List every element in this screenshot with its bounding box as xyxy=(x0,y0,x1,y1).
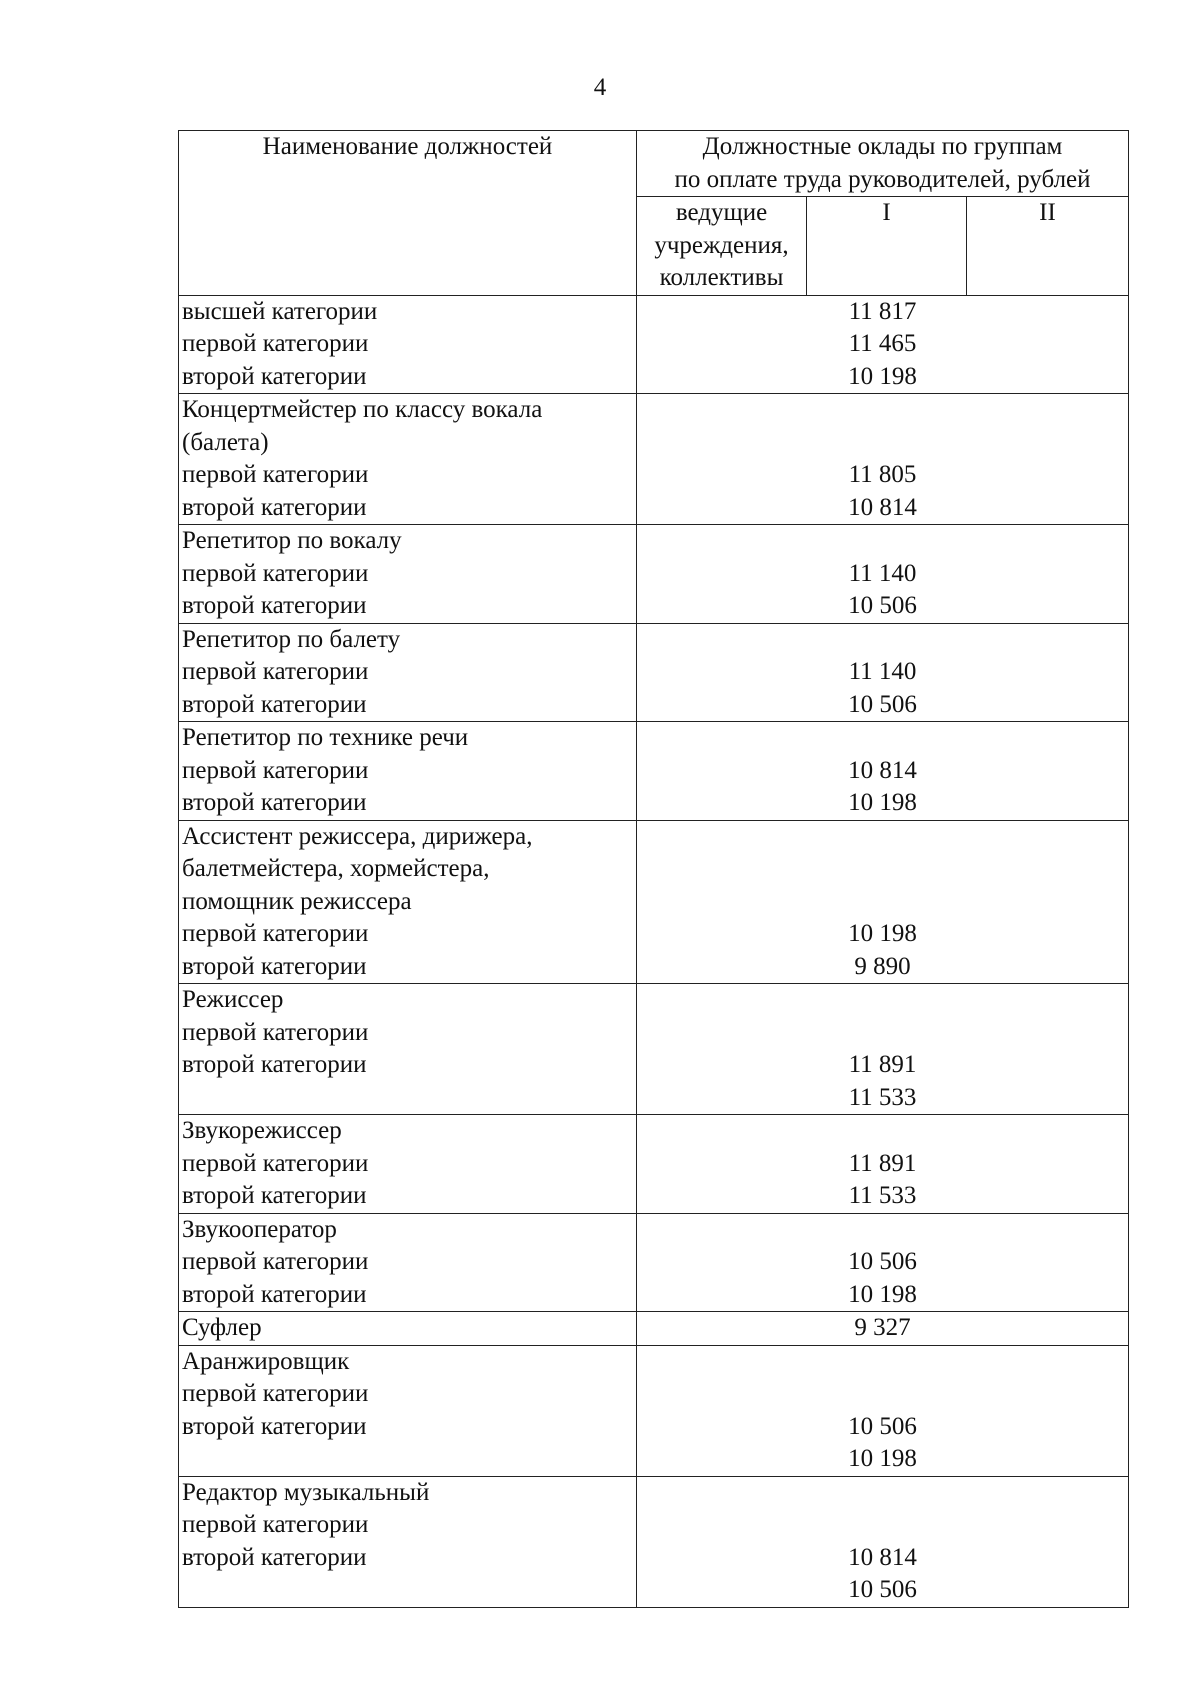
subheader-group-one: I xyxy=(807,197,967,296)
salary-value-cell xyxy=(637,1345,1129,1476)
position-name-line: помощник режиссера xyxy=(182,887,412,915)
salary-value: 11 805 xyxy=(848,461,917,488)
salary-value-cell xyxy=(637,623,1129,722)
salary-value xyxy=(640,853,1125,886)
header-group-line: Должностные оклады по группам xyxy=(702,133,1063,160)
salary-value-cell xyxy=(637,295,1129,394)
salary-value: 9 327 xyxy=(854,1314,911,1341)
salary-value: 9 890 xyxy=(854,952,911,980)
salary-value: 11 891 xyxy=(848,1149,917,1177)
salary-value xyxy=(640,821,1125,854)
table-row xyxy=(179,984,1129,1115)
salary-value-cell xyxy=(637,525,1129,624)
position-name-line: Концертмейстер по классу вокала xyxy=(182,396,543,423)
position-name-line: второй категории xyxy=(182,952,367,980)
position-name-cell xyxy=(179,984,637,1115)
table-row xyxy=(179,623,1129,722)
subheader-line: коллективы xyxy=(659,264,784,291)
salary-value xyxy=(640,1509,1125,1542)
position-name-line: первой категории xyxy=(182,559,369,587)
position-name-cell xyxy=(179,394,637,525)
position-name-line: Редактор музыкальный xyxy=(182,1478,430,1506)
salary-value-cell xyxy=(637,1476,1129,1607)
position-name-line: первой категории xyxy=(182,461,369,488)
salary-value xyxy=(640,1115,1125,1148)
table-row xyxy=(179,1115,1129,1214)
position-name-line: второй категории xyxy=(182,1280,367,1308)
position-name-cell xyxy=(179,1115,637,1214)
salary-value: 10 506 xyxy=(848,1576,917,1603)
position-name-line: первой категории xyxy=(182,1380,369,1407)
page-number: 4 xyxy=(593,74,607,101)
position-name-cell xyxy=(179,295,637,394)
position-name-cell xyxy=(179,722,637,821)
salary-value: 11 533 xyxy=(848,1083,917,1111)
salary-value: 10 506 xyxy=(848,592,917,619)
salary-value xyxy=(640,1378,1125,1411)
table-header-row xyxy=(179,131,1129,197)
position-name-line: первой категории xyxy=(182,658,369,685)
salary-value-cell xyxy=(637,820,1129,984)
position-name-line: первой категории xyxy=(182,1149,369,1177)
position-name-line: второй категории xyxy=(182,493,367,521)
position-name-line: второй категории xyxy=(182,362,367,390)
salary-value xyxy=(640,427,1125,460)
position-name-line: первой категории xyxy=(182,330,369,357)
salary-value xyxy=(640,722,1125,755)
salary-value xyxy=(640,624,1125,657)
position-name-line: второй категории xyxy=(182,1412,367,1440)
position-name-cell xyxy=(179,820,637,984)
salary-value: 11 140 xyxy=(848,559,917,587)
position-name-line: (балета) xyxy=(182,428,269,456)
table-row xyxy=(179,1476,1129,1607)
position-name-cell xyxy=(179,1345,637,1476)
position-name-line: Репетитор по вокалу xyxy=(182,527,402,554)
salary-value-cell xyxy=(637,1115,1129,1214)
salary-value: 10 814 xyxy=(848,756,917,784)
salary-value xyxy=(640,1346,1125,1379)
position-name-line: второй категории xyxy=(182,789,367,816)
position-name-line: второй категории xyxy=(182,1051,367,1078)
position-name-line: второй категории xyxy=(182,592,367,619)
table-row xyxy=(179,1213,1129,1312)
position-name-line: Ассистент режиссера, дирижера, xyxy=(182,822,533,850)
table-row xyxy=(179,820,1129,984)
salary-value xyxy=(640,1477,1125,1510)
salary-value: 10 198 xyxy=(848,1280,917,1308)
position-name-line: первой категории xyxy=(182,1511,369,1538)
salary-value-cell xyxy=(637,984,1129,1115)
position-name-cell xyxy=(179,1476,637,1607)
salary-value xyxy=(640,1214,1125,1247)
table-row xyxy=(179,722,1129,821)
salary-value: 10 506 xyxy=(848,1248,917,1275)
salary-value: 10 198 xyxy=(848,1445,917,1472)
subheader-line: ведущие xyxy=(675,199,768,226)
salary-value: 10 506 xyxy=(848,1412,917,1440)
salary-value: 10 506 xyxy=(848,690,917,718)
salary-value: 11 533 xyxy=(848,1182,917,1209)
position-name-cell xyxy=(179,623,637,722)
salary-value: 11 465 xyxy=(848,330,917,357)
salary-value xyxy=(640,1017,1125,1050)
table-row xyxy=(179,1312,1129,1346)
position-name-cell xyxy=(179,525,637,624)
position-name-line: Суфлер xyxy=(182,1314,262,1341)
position-name-line: Звукорежиссер xyxy=(182,1117,342,1144)
position-name-cell xyxy=(179,1213,637,1312)
header-group-line: по оплате труда руководителей, рублей xyxy=(674,165,1091,193)
position-name-line: высшей категории xyxy=(182,297,378,325)
position-name-line: первой категории xyxy=(182,1018,369,1046)
position-name-line: Аранжировщик xyxy=(182,1347,350,1375)
position-name-line: Звукооператор xyxy=(182,1215,337,1243)
position-name-line: второй категории xyxy=(182,1543,367,1571)
salary-value: 11 891 xyxy=(848,1051,917,1078)
position-name-line: второй категории xyxy=(182,1182,367,1209)
position-name-line: второй категории xyxy=(182,690,367,718)
salary-value: 11 140 xyxy=(848,658,917,685)
table-row xyxy=(179,295,1129,394)
position-name-line: Репетитор по технике речи xyxy=(182,724,469,751)
salary-value xyxy=(640,394,1125,427)
salary-table xyxy=(178,130,1129,1608)
salary-value: 10 814 xyxy=(848,1543,917,1571)
table-row xyxy=(179,525,1129,624)
salary-value xyxy=(640,886,1125,919)
salary-value: 10 814 xyxy=(848,493,917,521)
salary-value-cell xyxy=(637,1312,1129,1346)
salary-value-cell xyxy=(637,722,1129,821)
salary-value: 10 198 xyxy=(848,789,917,816)
subheader-leading-institutions xyxy=(637,197,807,296)
salary-value: 10 198 xyxy=(848,362,917,390)
position-name-line: балетмейстера, хормейстера, xyxy=(182,855,490,882)
position-name-cell xyxy=(179,1312,637,1346)
position-name-line: первой категории xyxy=(182,756,369,784)
position-name-line: первой категории xyxy=(182,920,369,947)
subheader-line: учреждения, xyxy=(654,231,789,259)
table-row xyxy=(179,394,1129,525)
header-salary-groups xyxy=(637,131,1129,197)
salary-value-cell xyxy=(637,1213,1129,1312)
salary-value-cell xyxy=(637,394,1129,525)
position-name-line: Репетитор по балету xyxy=(182,625,401,653)
salary-value: 10 198 xyxy=(848,920,917,947)
table-row xyxy=(179,1345,1129,1476)
position-name-line: Режиссер xyxy=(182,986,284,1013)
position-name-line: первой категории xyxy=(182,1248,369,1275)
salary-value xyxy=(640,984,1125,1017)
salary-value: 11 817 xyxy=(848,297,917,325)
salary-value xyxy=(640,525,1125,558)
subheader-group-two: II xyxy=(967,197,1129,296)
header-position-name: Наименование должностей xyxy=(179,131,637,296)
table-body xyxy=(179,295,1129,1607)
